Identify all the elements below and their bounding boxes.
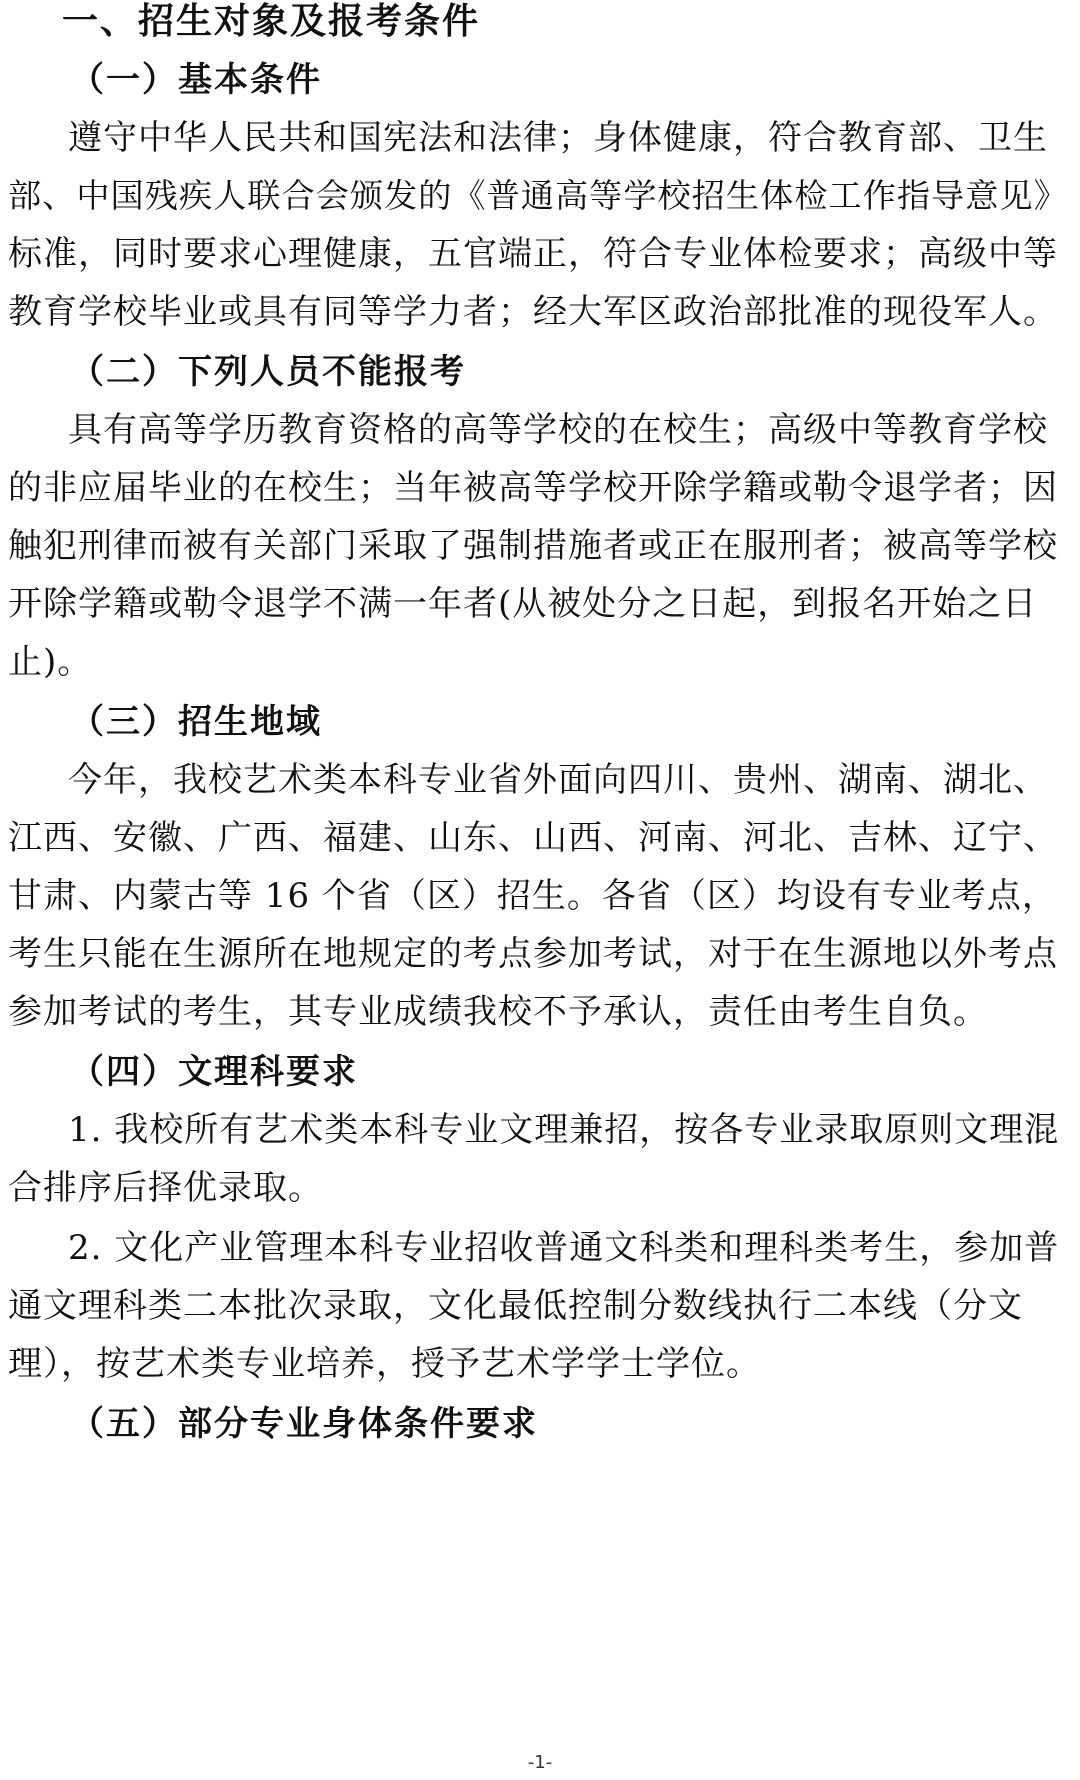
paragraph-line: 开除学籍或勒令退学不满一年者(从被处分之日起，到报名开始之日	[8, 584, 1038, 624]
paragraph-line: 具有高等学历教育资格的高等学校的在校生；高级中等教育学校	[68, 410, 1048, 450]
paragraph-line: 2. 文化产业管理本科专业招收普通文科类和理科类考生，参加普	[68, 1228, 1060, 1268]
subsection-heading-excluded: （二）下列人员不能报考	[70, 352, 466, 392]
paragraph-line: 的非应届毕业的在校生；当年被高等学校开除学籍或勒令退学者；因	[8, 468, 1058, 508]
page-number: -1-	[527, 1752, 553, 1773]
paragraph-line: 教育学校毕业或具有同等学力者；经大军区政治部批准的现役军人。	[8, 292, 1058, 332]
subsection-heading-subject: （四）文理科要求	[70, 1052, 358, 1092]
paragraph-line: 甘肃、内蒙古等 16 个省（区）招生。各省（区）均设有专业考点，	[8, 876, 1057, 916]
section-title: 一、招生对象及报考条件	[62, 1, 481, 42]
paragraph-line: 部、中国残疾人联合会颁发的《普通高等学校招生体检工作指导意见》	[8, 176, 1068, 215]
paragraph-line: 今年，我校艺术类本科专业省外面向四川、贵州、湖南、湖北、	[68, 760, 1048, 800]
subsection-heading-region: （三）招生地域	[70, 702, 322, 742]
paragraph-line: 江西、安徽、广西、福建、山东、山西、河南、河北、吉林、辽宁、	[8, 818, 1058, 858]
paragraph-line: 标准，同时要求心理健康，五官端正，符合专业体检要求；高级中等	[8, 234, 1058, 274]
paragraph-line: 遵守中华人民共和国宪法和法律；身体健康，符合教育部、卫生	[68, 118, 1048, 158]
paragraph-line: 合排序后择优录取。	[8, 1168, 323, 1208]
paragraph-line: 止)。	[8, 642, 93, 682]
paragraph-line: 考生只能在生源所在地规定的考点参加考试，对于在生源地以外考点	[8, 934, 1058, 974]
subsection-heading-physical: （五）部分专业身体条件要求	[70, 1404, 538, 1444]
paragraph-line: 参加考试的考生，其专业成绩我校不予承认，责任由考生自负。	[8, 992, 988, 1032]
subsection-heading-basic: （一）基本条件	[70, 60, 322, 100]
paragraph-line: 触犯刑律而被有关部门采取了强制措施者或正在服刑者；被高等学校	[8, 526, 1058, 566]
paragraph-line: 通文理科类二本批次录取，文化最低控制分数线执行二本线（分文	[8, 1286, 1023, 1326]
paragraph-line: 理），按艺术类专业培养，授予艺术学学士学位。	[8, 1344, 761, 1384]
paragraph-line: 1. 我校所有艺术类本科专业文理兼招，按各专业录取原则文理混	[68, 1110, 1060, 1150]
